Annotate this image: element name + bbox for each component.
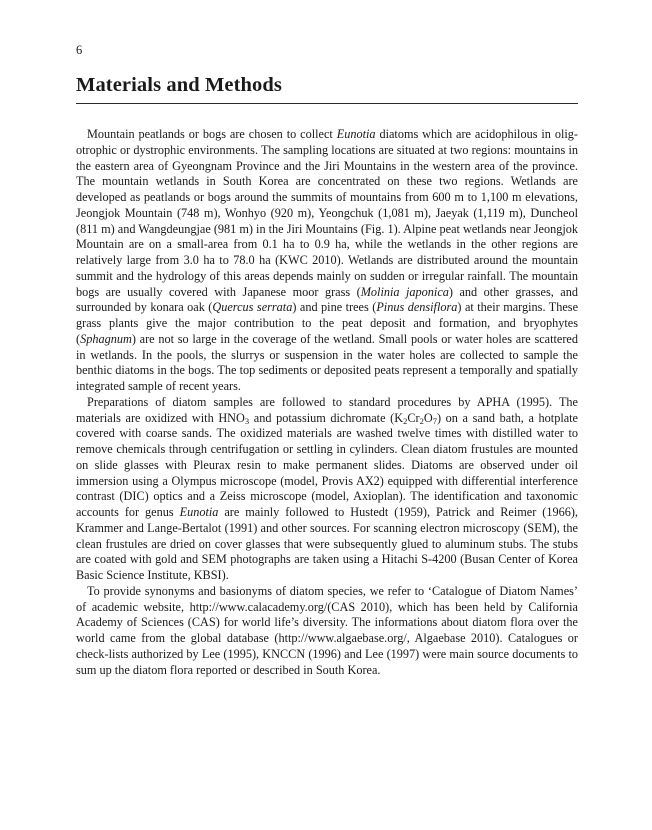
italic-term: Sphagnum [80, 331, 132, 346]
italic-term: Molinia japonica [360, 284, 449, 299]
subscript: 2 [419, 415, 424, 426]
page-number: 6 [76, 43, 83, 57]
paragraph-sampling-sites: Mountain peatlands or bogs are chosen to collect Eunotia diatoms which are acidophilous in oligotrophic or dystrophic environments. The sampling locations are situated at two regions: mountains in the eastern area of Gyeongnam Province and the Jiri Mountains in the western area of the province. The mountain wetlands in South Korea are concentrated on these two regions. Wetlands are developed as peatlands or bogs around the summits of mountains from 600 m to 1,100 m elevations, Jeongjok Mountain (748 m), Wonhyo (920 m), Yeongchuk (1,081 m), Jaeyak (1,119 m), Duncheol (811 m) and Wangdeungjae (981 m) in the Jiri Mountains (Fig. 1). Alpine peat wetlands near Jeongjok Mountain are on a small-area from 0.1 ha to 0.9 ha, while the wetlands in the other regions are relatively large from 3.0 ha to 78.0 ha (KWC 2010). Wetlands are distributed around the mountain summit and the hydrology of this areas depends mainly on sudden or irregular rainfall. The mountain bogs are usually covered with Japanese moor grass (Molinia japonica) and other grasses, and surrounded by konara oak (Quercus serrata) and pine trees (Pinus densiflora) at their margins. These grass plants give the major contribution to the peat deposit and formation, and bryophytes (Sphagnum) are not so large in the coverage of the wetland. Small pools or water holes are scattered in wetlands. In the pools, the slurrys or suspension in the water holes are collected to sample the benthic diatoms in the bogs. The top sediments or deposited peats represent a temporally and spatially integrated sample of recent years. [76, 127, 579, 393]
subscript: 2 [403, 415, 408, 426]
section-title: Materials and Methods [76, 74, 282, 96]
subscript: 3 [244, 415, 250, 426]
italic-term: Quercus serrata [212, 300, 293, 315]
italic-term: Eunotia [336, 127, 376, 141]
body-text [76, 127, 578, 678]
italic-term: Eunotia [179, 505, 219, 519]
paragraph-sample-preparation: Preparations of diatom samples are followed to standard procedures by APHA (1995). The materials are oxidized with $HNO_3$ and potassium dichromate $(K_2Cr_2O_7)$ on a sand bath, a hotplate covered with coarse sands. The oxidized materials are washed twelve times with distilled water to remove chemicals through centrifugation or settling in cylinders. Clean diatom frustules are mounted on slide glasses with Pleurax resin to make permanent slides. Diatoms are observed under oil immersion using a Olympus microscope (model, Provis AX2) equipped with differential interference contrast (DIC) optics and a Zeiss microscope (model, Axioplan). The identification and taxonomic accounts for genus Eunotia are mainly followed to Hustedt (1959), Patrick and Reimer (1966), Krammer and Lange-Bertalot (1991) and other sources. For scanning electron microscopy (SEM), the clean frustules are dried on cover glasses that were subsequently glued to aluminum stubs. The stubs are coated with gold and SEM photographs are taken using a Hitachi S-4200 (Busan Center of Korea Basic Science Institute, KBSI). [76, 394, 578, 582]
title-rule [76, 103, 578, 104]
paragraph-nomenclature-sources: To provide synonyms and basionyms of diatom species, we refer to ‘Catalogue of Diatom Names’ of academic website, http://www.calacademy.org/(CAS 2010), which has been held by California Academy of Sciences (CAS) for world life’s diversity. The informations about diatom flora over the world came from the global database (http://www.algaebase.org/, Algaebase 2010). Catalogues or check-lists authorized by Lee (1995), KNCCN (1996) and Lee (1997) were main source documents to sum up the diatom flora reported or described in South Korea. [76, 583, 578, 677]
subscript: 7 [432, 415, 437, 426]
italic-term: Pinus densiflora [376, 300, 458, 315]
